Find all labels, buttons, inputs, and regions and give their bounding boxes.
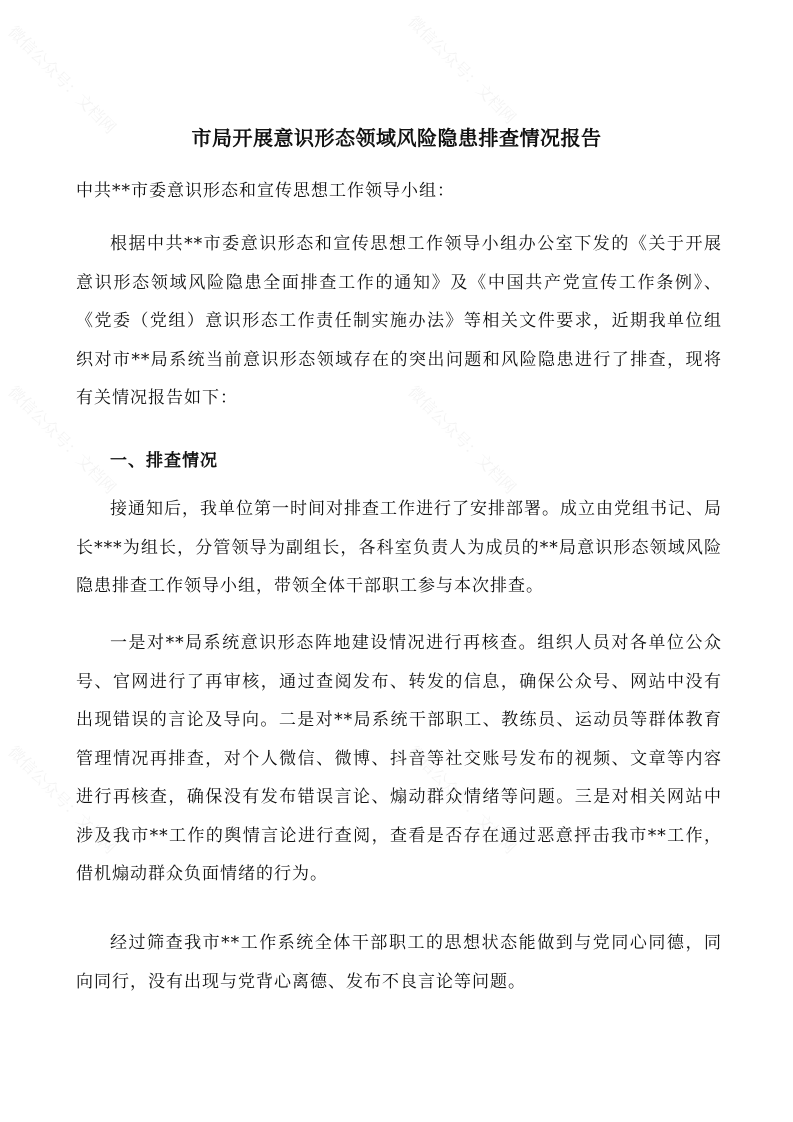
salutation: 中共**市委意识形态和宣传思想工作领导小组： [76, 181, 455, 201]
paragraph-measures: 一是对**局系统意识形态阵地建设情况进行再核查。组织人员对各单位公众号、官网进行了再审核，通过查阅发布、转发的信息，确保公众号、网站中没有出现错误的言论及导向。二是对**局系统干部职工、教练员、运动员等群体教育管理情况再排查，对个人微信、微博、抖音等社交账号发布的视频、文章等内容进行再核查，确保没有发布错误言论、煽动群众情绪等问题。三是对相关网站中涉及我市**工作的舆情言论进行查阅，查看是否存在通过恶意抨击我市**工作，借机煽动群众负面情绪的行为。 [76, 633, 722, 884]
document-title: 市局开展意识形态领域风险隐患排查情况报告 [191, 126, 602, 150]
paragraph-conclusion: 经过筛查我市**工作系统全体干部职工的思想状态能做到与党同心同德，同向同行，没有出现与党背心离德、发布不良言论等问题。 [76, 933, 722, 992]
watermark: 微信公众号：文档网 [404, 742, 520, 858]
watermark: 微信公众号：文档网 [404, 12, 520, 128]
watermark: 微信公众号：文档网 [4, 742, 120, 858]
section-heading: 一、排查情况 [110, 451, 218, 471]
watermark: 微信公众号：文档网 [4, 382, 120, 498]
paragraph-arrangement: 接通知后，我单位第一时间对排查工作进行了安排部署。成立由党组书记、局长***为组长，分管领导为副组长，各科室负责人为成员的**局意识形态领域风险隐患排查工作领导小组，带领全体干部职工参与本次排查。 [76, 499, 722, 596]
watermark: 微信公众号：文档网 [404, 382, 520, 498]
paragraph-intro: 根据中共**市委意识形态和宣传思想工作领导小组办公室下发的《关于开展意识形态领域风险隐患全面排查工作的通知》及《中国共产党宣传工作条例》、《党委（党组）意识形态工作责任制实施办法》等相关文件要求，近期我单位组织对市**局系统当前意识形态领域存在的突出问题和风险隐患进行了排查，现将有关情况报告如下： [76, 234, 722, 408]
watermark: 微信公众号：文档网 [4, 22, 120, 138]
